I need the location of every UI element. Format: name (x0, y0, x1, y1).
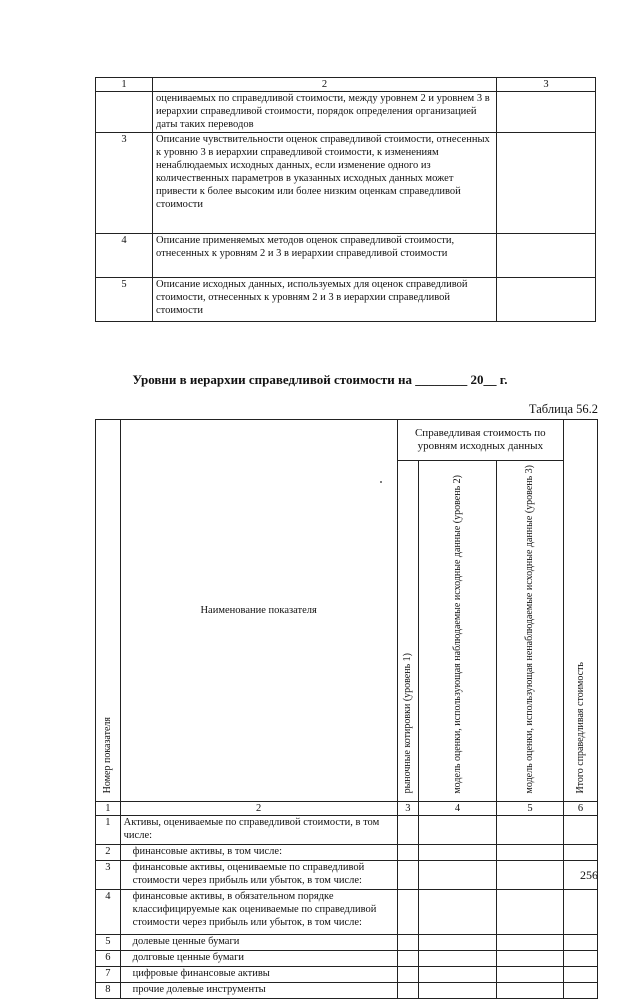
cell (563, 845, 597, 861)
header-level-3-text: модель оценки, использующая ненаблюдаемые исходные данные (уровень 3) (524, 465, 536, 794)
cell (496, 935, 563, 951)
table-row (96, 845, 598, 861)
table-row (96, 278, 596, 322)
cell (496, 861, 563, 890)
continuation-table (95, 77, 596, 322)
cell (397, 816, 418, 845)
table-row (96, 816, 598, 845)
cell (496, 967, 563, 983)
col-number: 6 (563, 802, 597, 816)
col-header-1: 1 (96, 78, 153, 92)
fair-value-table (95, 419, 598, 999)
cell (418, 861, 496, 890)
row-text: оцениваемых по справедливой стоимости, между уровнем 2 и уровнем 3 в иерархии справедливой стоимости, порядок определения организацией даты таких переводов (153, 92, 497, 133)
col-number: 4 (418, 802, 496, 816)
cell (563, 983, 597, 999)
col-header-3: 3 (497, 78, 596, 92)
cell (418, 967, 496, 983)
page-number: 256 (580, 868, 598, 882)
row-number: 3 (96, 861, 121, 890)
row-text: Описание применяемых методов оценок справедливой стоимости, отнесенных к уровням 2 и 3 в иерархии справедливой стоимости (153, 234, 497, 278)
row-value (497, 278, 596, 322)
cell (496, 845, 563, 861)
cell (397, 983, 418, 999)
cell (418, 816, 496, 845)
col-number: 2 (120, 802, 397, 816)
header-row (96, 78, 596, 92)
row-name: Активы, оцениваемые по справедливой стоимости, в том числе: (120, 816, 397, 845)
row-name: финансовые активы, в том числе: (120, 845, 397, 861)
cell (397, 951, 418, 967)
col-number: 1 (96, 802, 121, 816)
row-name: прочие долевые инструменты (120, 983, 397, 999)
header-level-1 (397, 461, 418, 802)
table-row (96, 861, 598, 890)
row-number: 1 (96, 816, 121, 845)
cell (563, 967, 597, 983)
cell (563, 890, 597, 935)
cell (418, 935, 496, 951)
section-title: Уровни в иерархии справедливой стоимости на ________ 20__ г. (132, 372, 508, 387)
row-text: Описание чувствительности оценок справедливой стоимости, отнесенных к уровню 3 в иерархии справедливой стоимости, к изменениям ненаблюдаемых исходных данных, если изменение одного из количественных параметров в указанных исходных данных может привести к более высоким или более низким оценкам справедливой стоимости (153, 133, 497, 234)
row-number: 4 (96, 234, 153, 278)
row-number: 2 (96, 845, 121, 861)
row-name: финансовые активы, в обязательном порядке классифицируемые как оцениваемые по справедливой стоимости через прибыль или убыток, в том числе: (120, 890, 397, 935)
cell (418, 983, 496, 999)
cell (563, 935, 597, 951)
header-group: Справедливая стоимость по уровням исходных данных (397, 420, 563, 461)
cell (397, 861, 418, 890)
header-level-2 (418, 461, 496, 802)
row-number: 6 (96, 951, 121, 967)
col-number: 3 (397, 802, 418, 816)
row-number: 8 (96, 983, 121, 999)
cell (397, 845, 418, 861)
cell (397, 890, 418, 935)
header-level-3 (496, 461, 563, 802)
row-value (497, 133, 596, 234)
col-number: 5 (496, 802, 563, 816)
row-number: 5 (96, 935, 121, 951)
cell (496, 890, 563, 935)
table-row (96, 983, 598, 999)
row-text: Описание исходных данных, используемых для оценок справедливой стоимости, отнесенных к уровням 2 и 3 в иерархии справедливой стоимости (153, 278, 497, 322)
row-value (497, 92, 596, 133)
row-name: финансовые активы, оцениваемые по справедливой стоимости через прибыль или убыток, в том числе: (120, 861, 397, 890)
header-name: Наименование показателя (120, 420, 397, 802)
row-number: 4 (96, 890, 121, 935)
cell (496, 951, 563, 967)
header-row (96, 420, 598, 461)
row-value (497, 234, 596, 278)
cell (496, 816, 563, 845)
header-level-1-text: рыночные котировки (уровень 1) (402, 653, 414, 794)
header-number-text: Номер показателя (102, 717, 114, 794)
header-total (563, 420, 597, 802)
cell (397, 935, 418, 951)
header-number (96, 420, 121, 802)
cell (418, 890, 496, 935)
table-row (96, 92, 596, 133)
cell (418, 951, 496, 967)
table-row (96, 967, 598, 983)
row-name: цифровые финансовые активы (120, 967, 397, 983)
scan-speck (380, 481, 382, 483)
row-name: долевые ценные бумаги (120, 935, 397, 951)
row-number (96, 92, 153, 133)
cell (418, 845, 496, 861)
cell (397, 967, 418, 983)
table-row (96, 935, 598, 951)
table-row (96, 133, 596, 234)
header-total-text: Итого справедливая стоимость (574, 661, 586, 794)
table-row (96, 951, 598, 967)
table-label: Таблица 56.2 (528, 402, 598, 416)
table-row (96, 234, 596, 278)
cell (563, 951, 597, 967)
row-number: 7 (96, 967, 121, 983)
row-number: 5 (96, 278, 153, 322)
cell (496, 983, 563, 999)
col-header-2: 2 (153, 78, 497, 92)
cell (563, 816, 597, 845)
column-number-row (96, 802, 598, 816)
row-number: 3 (96, 133, 153, 234)
header-level-2-text: модель оценки, использующая наблюдаемые исходные данные (уровень 2) (451, 474, 463, 794)
row-name: долговые ценные бумаги (120, 951, 397, 967)
table-row (96, 890, 598, 935)
